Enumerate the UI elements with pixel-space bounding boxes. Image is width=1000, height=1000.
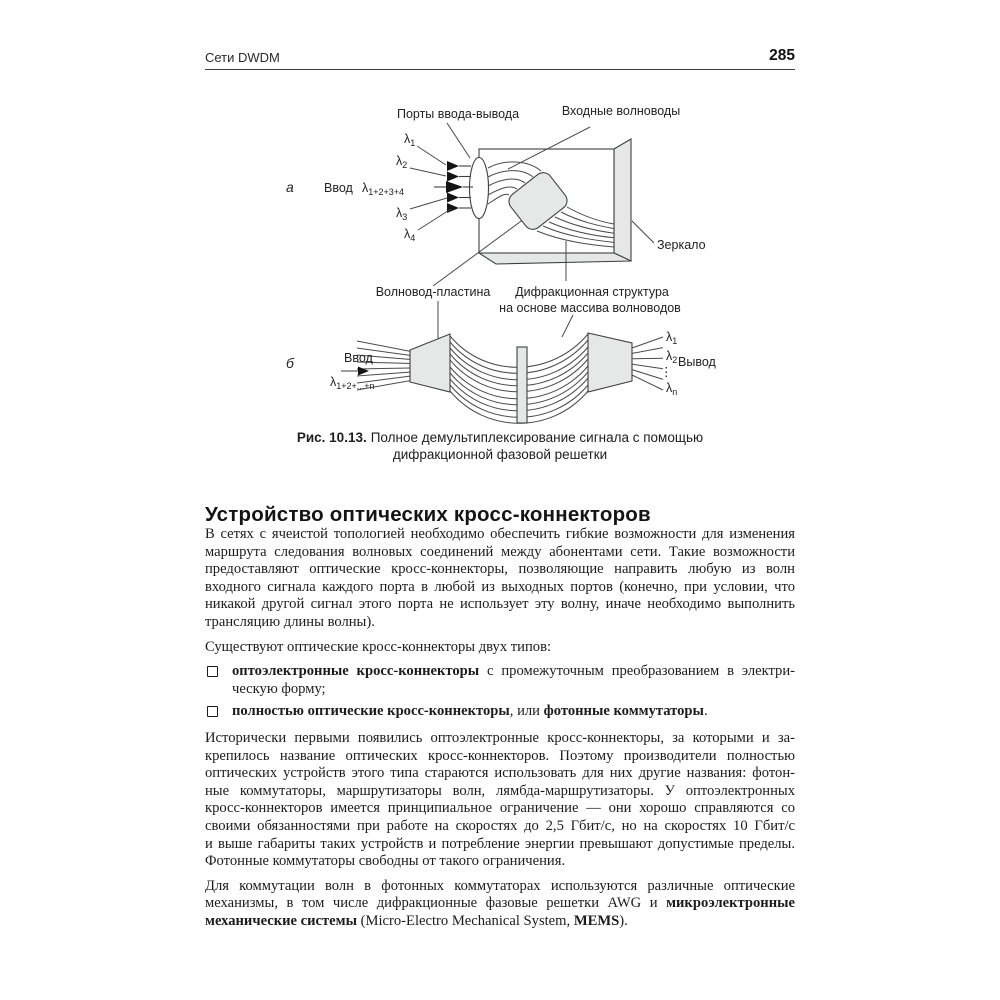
label-mirror: Зеркало	[657, 238, 706, 252]
paragraph-3: Исторически первыми появились оптоэлектронные кросс-коннекторы, за которыми и за- крепилось название оптических кросс-коннекторов. Поэтому производители полностью оптических устройств этого типа стараются использовать для них другие названия: фотон- ные коммутаторы, маршрутизаторы волн, лямбда-маршрутизаторы. У оптоэлектронных кросс-коннекторов имеется принципиальное ограничение — они хорошо справляются со своими обязанностями при работе на скоростях до 2,5 Гбит/с, но на скоростях 10 Гбит/с и выше габариты таких устройств и потребление энергии превышают допустимые пределы. Фотонные коммутаторы свободны от такого ограничения.	[205, 729, 795, 870]
panel-b-output-label: Вывод	[678, 355, 716, 369]
list-item-text: полностью оптические кросс-коннекторы, или фотонные коммутаторы.	[232, 703, 708, 720]
paragraph-4: Для коммутации волн в фотонных коммутаторах используются различные оптические механизмы, в том числе дифракционные фазовые решетки AWG и микроэлектронные механические системы (Micro-Electro Mechanical System, MEMS).	[205, 877, 795, 929]
output-dots: ⋮	[660, 365, 673, 379]
panel-a-input-label: Ввод	[324, 181, 353, 195]
lambda-leaders-a	[410, 146, 451, 230]
panel-a-letter: а	[286, 179, 294, 195]
label-grating-line1: Дифракционная структура	[515, 285, 669, 299]
figure-caption	[205, 430, 795, 463]
io-ports-ellipse	[470, 158, 489, 219]
list-item-text: оптоэлектронные кросс-коннекторы с промежуточным преобразованием в электри- ческую форму;	[232, 663, 795, 697]
label-grating-line2: на основе массива волноводов	[499, 301, 681, 315]
panel-b-input-arrow	[341, 367, 369, 376]
square-bullet-icon	[205, 663, 232, 698]
running-head-title: Сети DWDM	[205, 50, 280, 65]
panel-b-output-fan	[632, 337, 663, 390]
panel-b-right-coupler	[588, 333, 632, 392]
panel-a-input-lambda: $\lambda_{1+2+3+4}$	[362, 181, 405, 197]
panel-b-letter: б	[286, 355, 294, 371]
leader-grating-b	[562, 315, 573, 337]
mirror-face	[614, 139, 631, 261]
label-ports: Порты ввода-вывода	[396, 107, 520, 121]
box-bottom-face	[479, 253, 631, 264]
label-input-waveguides: Входные волноводы	[561, 104, 681, 118]
panel-b-left-coupler	[410, 334, 450, 392]
lambda1-label: $\lambda_1$	[404, 132, 416, 148]
panel-b-input-label: Ввод	[344, 351, 373, 365]
square-bullet-icon	[205, 703, 232, 723]
list-item	[205, 703, 795, 723]
output-lambdan: $\lambda_n$	[666, 381, 678, 397]
figure-number: Рис. 10.13.	[296, 430, 367, 445]
page-number: 285	[769, 47, 795, 64]
lambda3-label: $\lambda_3$	[396, 206, 408, 222]
lambda2-label: $\lambda_2$	[396, 154, 408, 170]
list-item	[205, 663, 795, 698]
input-arrows	[434, 161, 473, 213]
phase-plate	[517, 347, 527, 423]
leader-ports	[447, 123, 470, 158]
section-heading: Устройство оптических кросс-коннекторов	[205, 502, 651, 526]
figure-caption-line1: Рис. 10.13. Полное демультиплексирование сигнала с помощью	[296, 430, 704, 445]
panel-b-input-lambda: $\lambda_{1+2+...+n}$	[330, 375, 375, 391]
lambda4-label: $\lambda_4$	[404, 227, 416, 243]
figure-caption-line2: дифракционной фазовой решетки	[392, 446, 608, 462]
paragraph-1: В сетях с ячеистой топологией необходимо обеспечить гибкие возможности для изменения маршрута следования волновых соединений между абонентами сети. Такие возможности предоставляют оптические кросс-коннекторы, позволяющие направить любую из волн входного сигнала каждого порта в любой из выходных портов (конечно, при условии, что никакой другой сигнал этого порта не использует эту волну, иначе необходимо выполнить трансляцию длины волны).	[205, 526, 795, 630]
output-lambda2: $\lambda_2$	[666, 349, 678, 365]
article-body	[205, 526, 795, 937]
output-lambda1: $\lambda_1$	[666, 330, 678, 346]
label-slab: Волновод-пластина	[375, 285, 491, 299]
leader-mirror	[632, 221, 654, 243]
paragraph-2: Существуют оптические кросс-коннекторы двух типов:	[205, 638, 552, 655]
